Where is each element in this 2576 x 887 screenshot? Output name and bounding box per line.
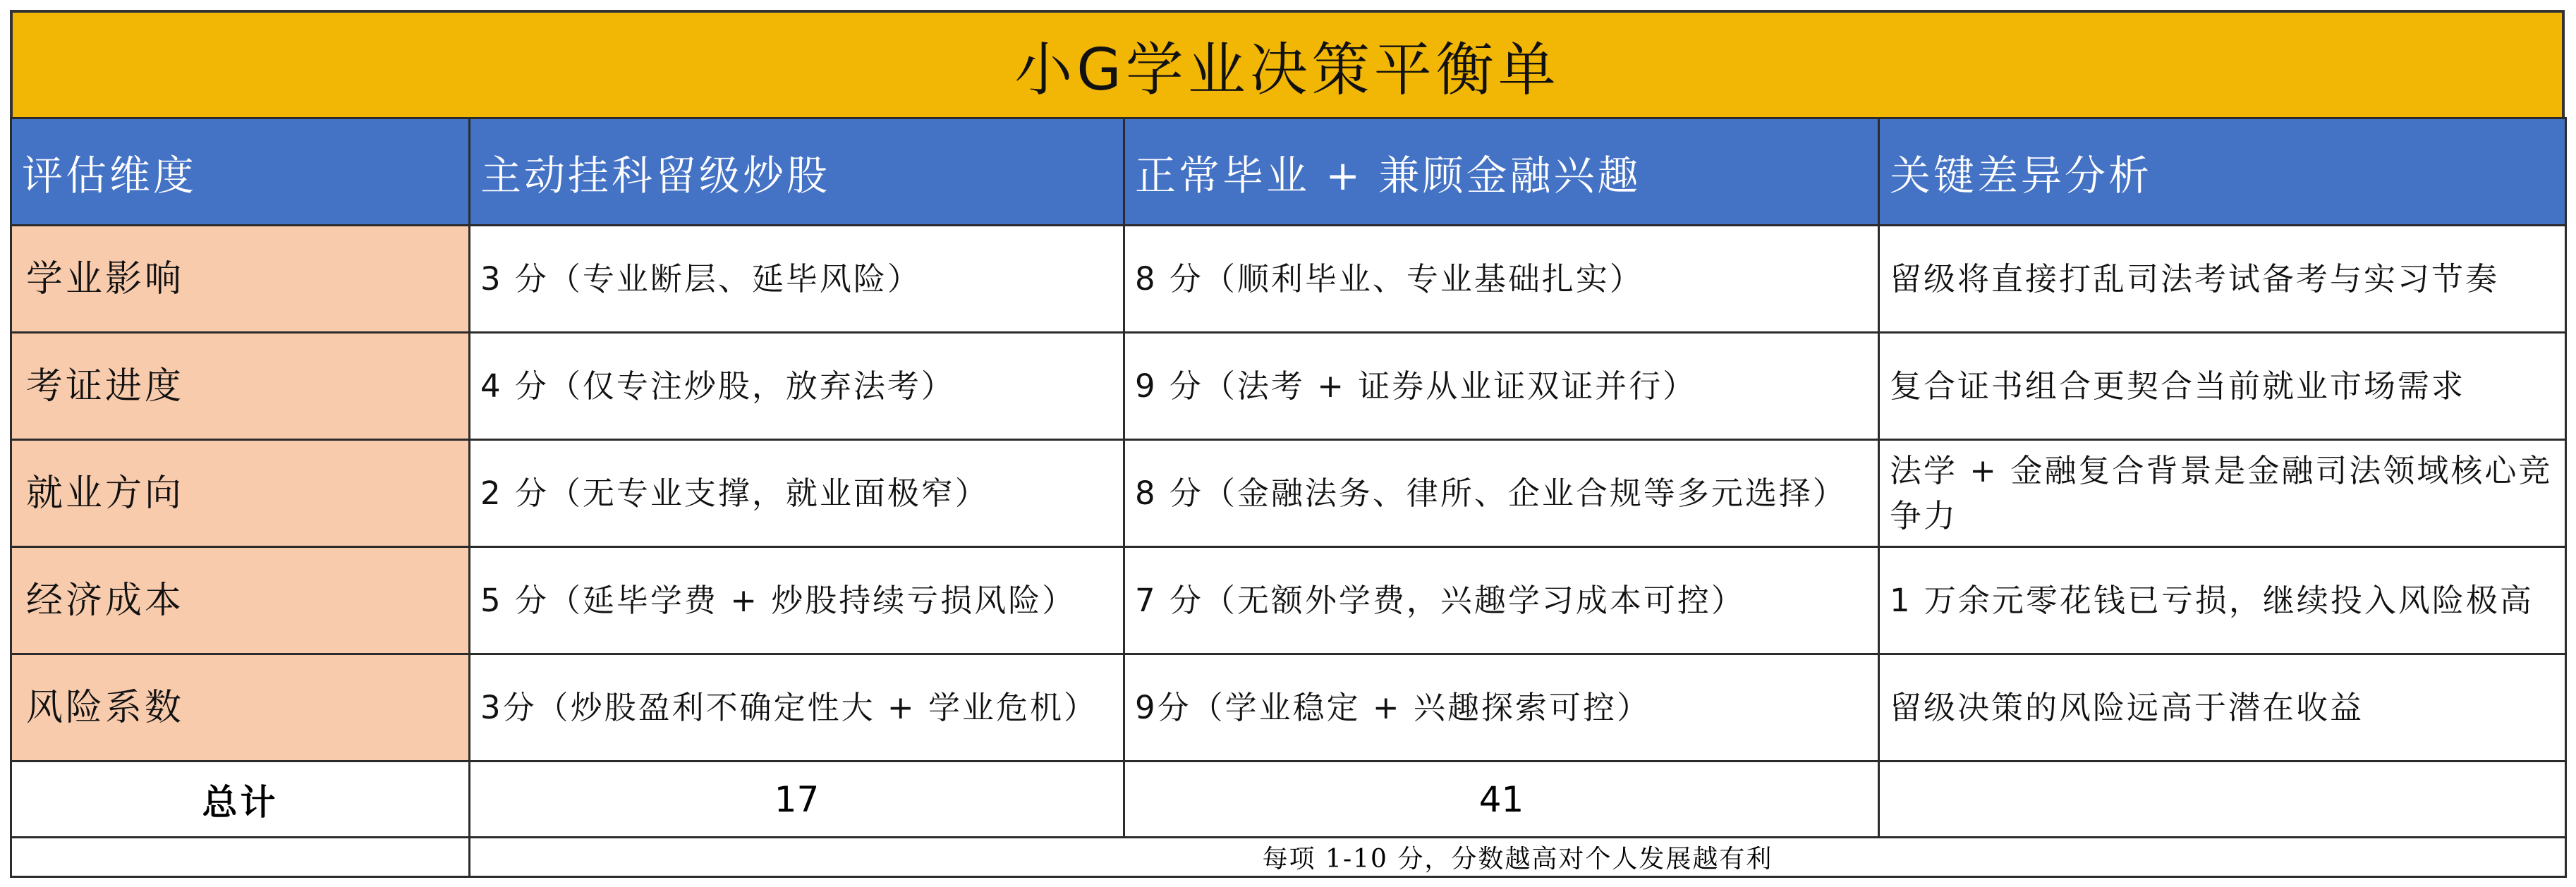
total-row <box>11 761 2566 838</box>
row-option-a: 5 分（延毕学费 + 炒股持续亏损风险） <box>470 547 1124 654</box>
row-option-a: 3分（炒股盈利不确定性大 + 学业危机） <box>470 654 1124 761</box>
header-option-a: 主动挂科留级炒股 <box>470 118 1124 226</box>
table-row <box>11 226 2566 333</box>
row-analysis: 复合证书组合更契合当前就业市场需求 <box>1879 333 2566 440</box>
row-analysis: 法学 + 金融复合背景是金融司法领域核心竞争力 <box>1879 440 2566 547</box>
table-row <box>11 333 2566 440</box>
header-option-b: 正常毕业 + 兼顾金融兴趣 <box>1124 118 1879 226</box>
decision-balance-sheet <box>10 10 2565 877</box>
sheet-title: 小G学业决策平衡单 <box>10 10 2565 117</box>
total-option-b: 41 <box>1124 761 1879 838</box>
header-analysis: 关键差异分析 <box>1879 118 2566 226</box>
row-dimension: 风险系数 <box>11 654 470 761</box>
row-option-b: 9分（学业稳定 + 兴趣探索可控） <box>1124 654 1879 761</box>
total-analysis <box>1879 761 2566 838</box>
table-row <box>11 547 2566 654</box>
row-option-b: 7 分（无额外学费，兴趣学习成本可控） <box>1124 547 1879 654</box>
total-label: 总计 <box>11 761 470 838</box>
row-dimension: 学业影响 <box>11 226 470 333</box>
row-option-a: 2 分（无专业支撑，就业面极窄） <box>470 440 1124 547</box>
table-row <box>11 440 2566 547</box>
header-dimension: 评估维度 <box>11 118 470 226</box>
row-dimension: 就业方向 <box>11 440 470 547</box>
balance-table <box>10 117 2567 878</box>
row-option-b: 8 分（顺利毕业、专业基础扎实） <box>1124 226 1879 333</box>
note-row <box>11 838 2566 877</box>
row-analysis: 留级将直接打乱司法考试备考与实习节奏 <box>1879 226 2566 333</box>
note-blank-cell <box>11 838 470 877</box>
row-dimension: 考证进度 <box>11 333 470 440</box>
table-row <box>11 654 2566 761</box>
scoring-note: 每项 1-10 分，分数越高对个人发展越有利 <box>470 838 2566 877</box>
row-option-b: 8 分（金融法务、律所、企业合规等多元选择） <box>1124 440 1879 547</box>
row-option-b: 9 分（法考 + 证券从业证双证并行） <box>1124 333 1879 440</box>
total-option-a: 17 <box>470 761 1124 838</box>
row-option-a: 3 分（专业断层、延毕风险） <box>470 226 1124 333</box>
row-analysis: 留级决策的风险远高于潜在收益 <box>1879 654 2566 761</box>
row-dimension: 经济成本 <box>11 547 470 654</box>
header-row <box>11 118 2566 226</box>
row-analysis: 1 万余元零花钱已亏损，继续投入风险极高 <box>1879 547 2566 654</box>
row-option-a: 4 分（仅专注炒股，放弃法考） <box>470 333 1124 440</box>
